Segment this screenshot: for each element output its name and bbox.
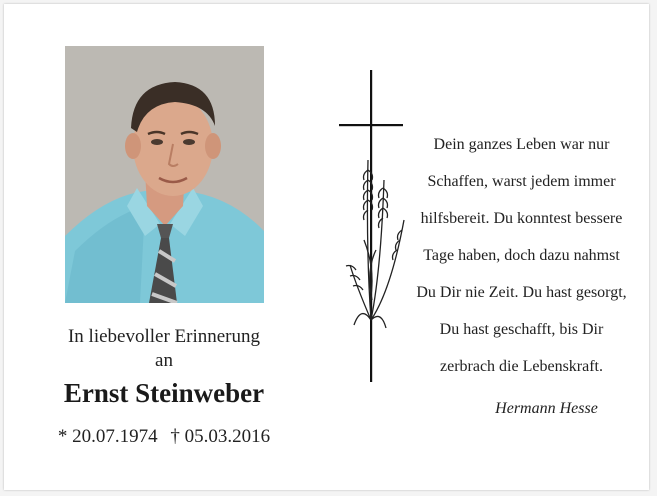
life-dates xyxy=(24,426,304,448)
poem-line: Schaffen, warst jedem immer xyxy=(427,173,616,190)
poem-author: Hermann Hesse xyxy=(495,400,598,417)
poem-line: hilfsbereit. Du konntest bessere xyxy=(420,210,623,227)
death-date: † 05.03.2016 xyxy=(170,426,271,447)
memorial-card xyxy=(4,4,649,490)
poem-line: Du hast geschafft, bis Dir xyxy=(439,321,604,338)
poem xyxy=(404,126,639,385)
poem-line: Tage haben, doch dazu nahmst xyxy=(423,247,620,264)
portrait-photo xyxy=(65,46,264,303)
memorial-heading: In liebevoller Erinnerung xyxy=(67,326,261,347)
deceased-name: Ernst Steinweber xyxy=(63,378,265,408)
memorial-preposition: an xyxy=(155,350,173,371)
birth-date: * 20.07.1974 xyxy=(57,426,158,447)
poem-line: zerbrach die Lebenskraft. xyxy=(439,358,603,375)
poem-line: Du Dir nie Zeit. Du hast gesorgt, xyxy=(416,284,627,301)
poem-line: Dein ganzes Leben war nur xyxy=(433,136,610,153)
